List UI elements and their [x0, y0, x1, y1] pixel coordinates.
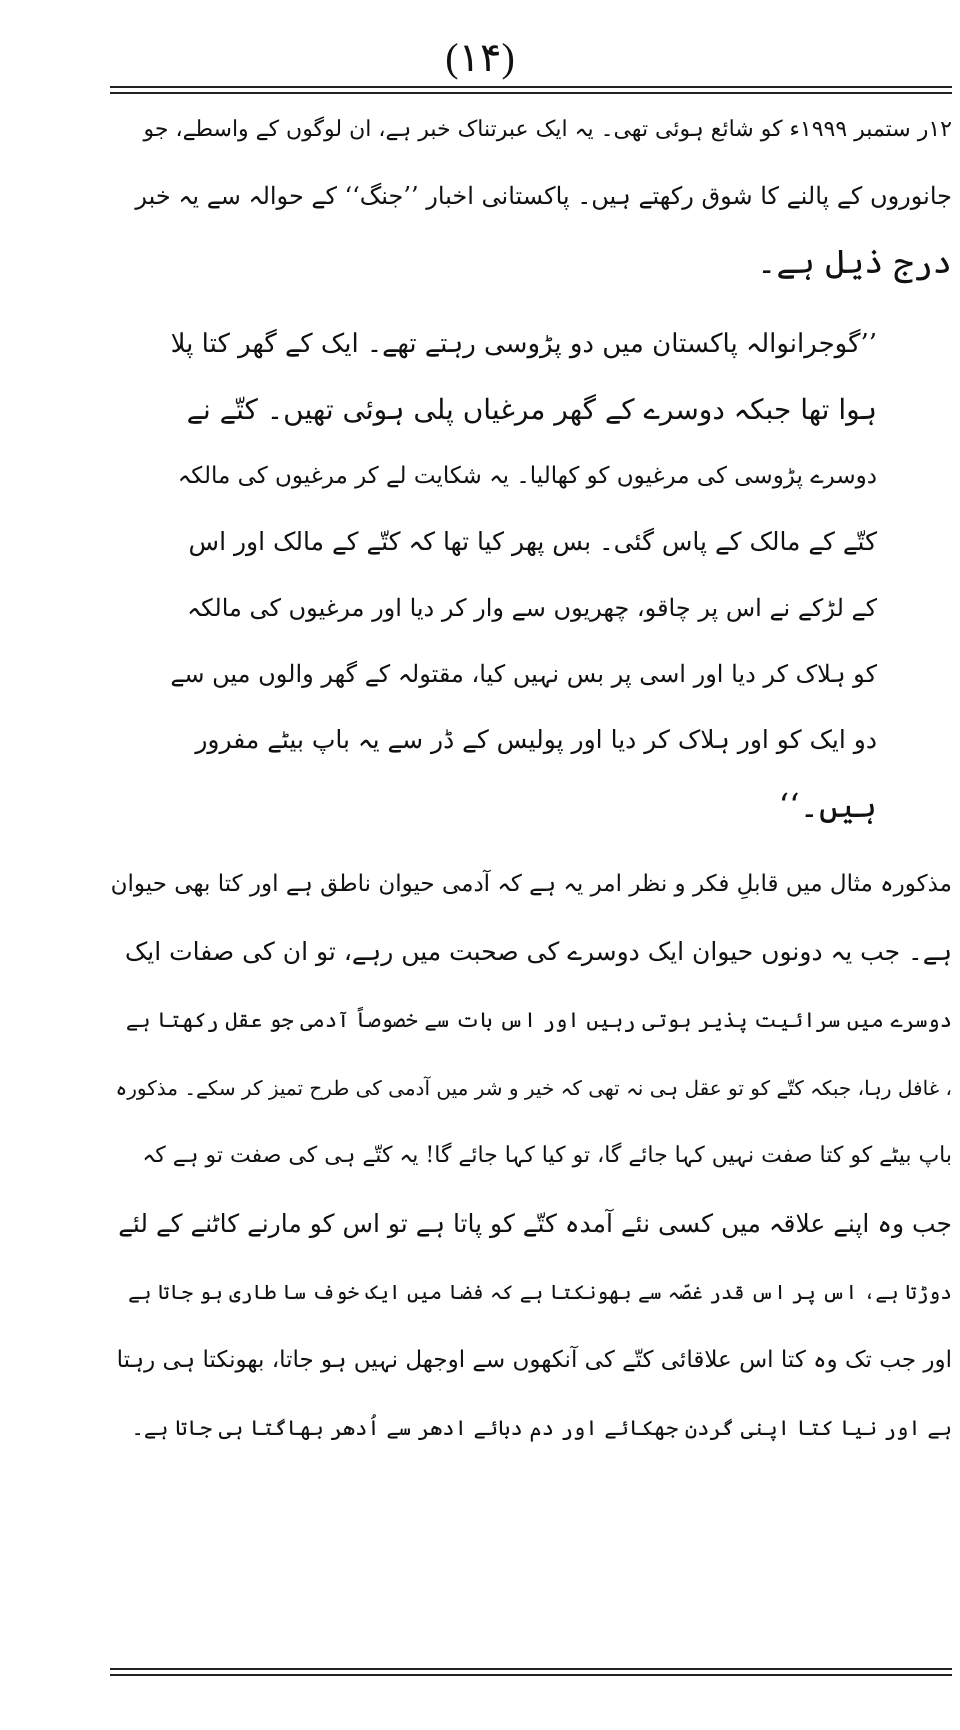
paragraph-1-line-1: ۱۲ر ستمبر ۱۹۹۹ء کو شائع ہوئی تھی۔ یہ ایک عبرتناک خبر ہے، ان لوگوں کے واسطے، جو: [143, 117, 952, 142]
quote-line-2: ہوا تھا جبکہ دوسرے کے گھر مرغیاں پلی ہوئی تھیں۔ کتّے نے: [186, 393, 877, 426]
paragraph-2-line-1: مذکورہ مثال میں قابلِ فکر و نظر امر یہ ہے کہ آدمی حیوان ناطق ہے اور کتا بھی حیوان: [110, 871, 952, 897]
paragraph-2-line-5: باپ بیٹے کو کتا صفت نہیں کہا جائے گا، تو کیا کہا جائے گا! یہ کتّے ہی کی صفت تو ہے کہ: [142, 1143, 952, 1168]
paragraph-2-line-4: ، غافل رہا، جبکہ کتّے کو تو عقل ہی نہ تھی کہ خیر و شر میں آدمی کی طرح تمیز کر سکے۔ مذکورہ: [115, 1076, 952, 1100]
paragraph-2-line-8: اور جب تک وہ کتا اس علاقائی کتّے کی آنکھوں سے اوجھل نہیں ہو جاتا، بھونکتا ہی رہتا: [116, 1347, 952, 1373]
paragraph-2-line-3: دوسرے میں سرائیت پذیر ہوتی رہیں اور اس بات سے خصوصاً آدمی جو عقل رکھتا ہے: [125, 1008, 952, 1032]
quote-line-1: ’’گوجرانوالہ پاکستان میں دو پڑوسی رہتے تھے۔ ایک کے گھر کتا پلا: [170, 329, 877, 359]
paragraph-1-line-3: درج ذیل ہے۔: [756, 242, 952, 281]
quote-line-6: کو ہلاک کر دیا اور اسی پر بس نہیں کیا، مقتولہ کے گھر والوں میں سے: [170, 660, 877, 688]
top-double-rule: [110, 86, 952, 94]
paragraph-2-line-6: جب وہ اپنے علاقہ میں کسی نئے آمدہ کتّے کو پاتا ہے تو اس کو مارنے کاٹنے کے لئے: [118, 1209, 952, 1238]
paragraph-1-line-2: جانوروں کے پالنے کا شوق رکھتے ہیں۔ پاکستانی اخبار ’’جنگ‘‘ کے حوالہ سے یہ خبر: [135, 182, 952, 210]
quote-line-7: دو ایک کو اور ہلاک کر دیا اور پولیس کے ڈر سے یہ باپ بیٹے مفرور: [195, 725, 877, 754]
paragraph-2-line-7: دوڑتا ہے، اس پر اس قدر غصّہ سے بھونکتا ہے کہ فضا میں ایک خوف سا طاری ہو جاتا ہے: [128, 1280, 952, 1304]
paragraph-2-line-9: ہے اور نیا کتا اپنی گردن جھکائے اور دم دبائے ادھر سے اُدھر بھاگتا ہی جاتا ہے۔: [131, 1416, 952, 1440]
quote-line-3: دوسرے پڑوسی کی مرغیوں کو کھالیا۔ یہ شکایت لے کر مرغیوں کی مالکہ: [177, 463, 877, 489]
paragraph-2-line-2: ہے۔ جب یہ دونوں حیوان ایک دوسرے کی صحبت میں رہے، تو ان کی صفات ایک: [124, 937, 952, 966]
quote-line-5: کے لڑکے نے اس پر چاقو، چھریوں سے وار کر دیا اور مرغیوں کی مالکہ: [187, 594, 877, 622]
quote-line-4: کتّے کے مالک کے پاس گئی۔ بس پھر کیا تھا کہ کتّے کے مالک اور اس: [188, 527, 877, 556]
bottom-double-rule: [110, 1668, 952, 1676]
quote-line-8: ہیں۔‘‘: [778, 786, 877, 825]
page-number: (۱۴): [445, 35, 515, 80]
